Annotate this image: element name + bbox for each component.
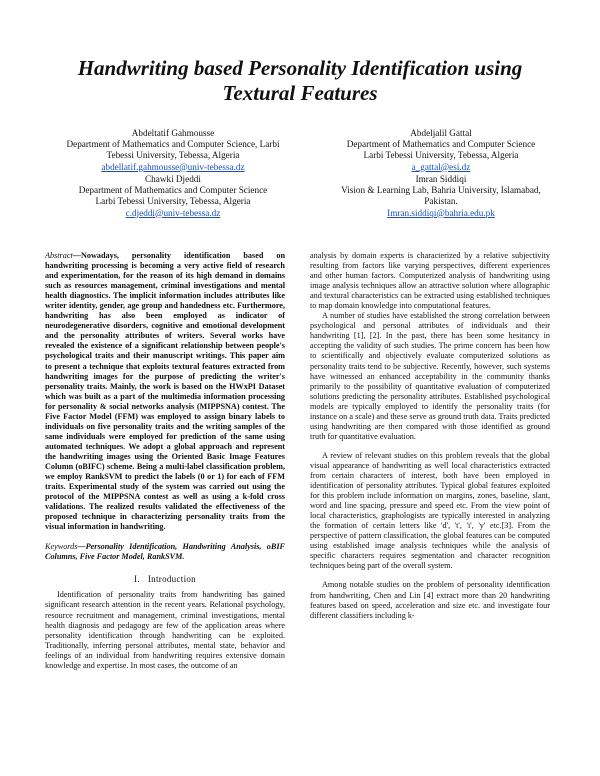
author-affiliation: Department of Mathematics and Computer Science	[346, 139, 536, 150]
author-affiliation: Larbi Tebessi University, Tebessa, Algeria	[95, 196, 251, 207]
author-block	[48, 174, 298, 219]
keywords-text: —Personality Identification, Handwriting Analysis, oBIF Columns, Five Factor Model, RankSVM.	[45, 542, 285, 562]
author-name: Abdeltatif Gahmousse	[131, 128, 215, 138]
right-column	[310, 251, 550, 621]
body-paragraph: A review of relevant studies on this problem reveals that the global visual appearance of handwriting as well local characteristics extracted from certain characters of interest, both have been employed in identification of personality attributes. Typical global features exploited for this problem include information on margins, zones, baseline, slant, word and line spacing, pressure and speed etc. From the view point of local characteristics, graphologists are typically interested in analyzing the formation of certain letters like 'd', 't', 'i', 'y' etc.[3]. From the perspective of pattern classification, the global features can be computed using established image analysis techniques while the analysis of specific characters requires segmentation and character recognition techniques being part of the overall system.	[310, 450, 550, 571]
author-name: Imran Siddiqi	[415, 174, 467, 184]
author-email-link[interactable]: Imran.siddiqi@bahria.edu.pk	[387, 207, 495, 218]
left-column	[45, 251, 285, 671]
author-email-link[interactable]: c.djeddi@univ-tebessa.dz	[125, 207, 221, 218]
author-block	[48, 128, 298, 173]
body-paragraph: Among notable studies on the problem of personality identification from handwriting, Chen and Lin [4] extract more than 20 handwriting features based on speed, acceleration and size etc. and investigate four different classifiers including k-	[310, 580, 550, 620]
author-affiliation: Larbi Tebessi University, Tebessa, Algeria	[363, 150, 519, 161]
abstract-text: —Nowadays, personality identification based on handwriting processing is becoming a very active field of research and experimentation, for the reason of its high demand in domains such as resources management, criminal investigations and mental health diagnostics. The implicit information includes attributes like writer identity, gender, age group and handedness etc. Furthermore, handwriting has also been employed as indicator of neurodegenerative disorders, cognitive and emotional development and the personality attributes of writers. Several works have revealed the existence of a significant relationship between people's psychological traits and their manuscript writings. This paper aim to present a technique that exploits textural features extracted from handwriting images for the purpose of predicting the writer's personality traits. Mainly, the work is based on the HWxPI Dataset which was built as a part of the multimedia information processing for personality & social networks analysis (MIPPSNA) contest. The Five Factor Model (FFM) was employed to assign binary labels to individuals on five personality traits and the writing samples of the same individuals were employed for prediction of the same using automated techniques. We adopt a global approach and represent the handwriting images using the Oriented Basic Image Features Column (oBIFC) scheme. Being a multi-label classification problem, we employ RankSVM to predict the labels (0 or 1) for each of FFM traits. Experimental study of the system was carried out using the protocol of the MIPPSNA contest as well as using a k-fold cross validations. The realized results validated the effectiveness of the proposed technique in characterizing personality traits from the visual information in handwriting.	[45, 251, 285, 532]
abstract-label: Abstract	[45, 251, 73, 260]
body-paragraph-continued: analysis by domain experts is characterized by a relative subjectivity resulting from factors like varying perspectives, different experiences and other human factors. Computerized analysis of handwriting using image analysis techniques allow an attractive solution where allographic and textural characteristics can be extracted using established techniques to map domain knowledge into computational features.	[310, 251, 550, 311]
paper-title: Handwriting based Personality Identification using Textural Features	[77, 56, 523, 105]
author-affiliation: Vision & Learning Lab, Bahria University, Islamabad,	[341, 185, 541, 196]
author-affiliation: Tebessi University, Tebessa, Algeria	[106, 150, 240, 161]
author-name: Chawki Djeddi	[145, 174, 201, 184]
author-affiliation: Department of Mathematics and Computer Science	[78, 185, 268, 196]
author-affiliation: Pakistan.	[424, 196, 458, 207]
author-name: Abdeljalil Gattal	[410, 128, 472, 138]
author-block	[316, 128, 566, 173]
body-paragraph: A number of studies have established the strong correlation between psychological and personal attributes of individuals and their handwriting [1], [2]. In the past, there has been some hesitancy in accepting the validity of such studies. The prime concern has been how to scientifically and objectively evaluate computerized solutions as personality traits tend to be subjective. Recently, however, such systems have witnessed an enhanced acceptability in the community thanks primarily to the possibility of quantitative evaluation of computerized solutions predicting the personality attributes. Established psychological models are typically employed to identify the personality traits (for instance on a scale) and these serve as ground truth data. Traits predicted using handwriting are then compared with those identified as ground truth for quantitative evaluation.	[310, 311, 550, 441]
abstract	[45, 251, 285, 532]
section-heading	[45, 574, 285, 585]
author-email-link[interactable]: abdellatif.gahmousse@univ-tebessa.dz	[101, 161, 245, 172]
keywords-label: Keywords	[45, 542, 78, 552]
section-number: I.	[134, 574, 140, 585]
body-paragraph: Identification of personality traits from handwriting has gained significant research attention in the recent years. Relational psychology, resource recruitment and management, criminal investigations, mental health diagnosis and pedagogy are few of the application areas where personality identification through handwriting can be exploited. Traditionally, inferring personal attributes, mental state, behavior and feelings of an individual from handwriting requires extensive domain knowledge and expertise. In most cases, the outcome of an	[45, 590, 285, 670]
author-affiliation: Department of Mathematics and Computer Science, Larbi	[66, 139, 280, 150]
author-block	[316, 174, 566, 219]
keywords	[45, 542, 285, 562]
section-title: Introduction	[147, 574, 196, 585]
author-email-link[interactable]: a_gattal@esi.dz	[411, 161, 471, 172]
